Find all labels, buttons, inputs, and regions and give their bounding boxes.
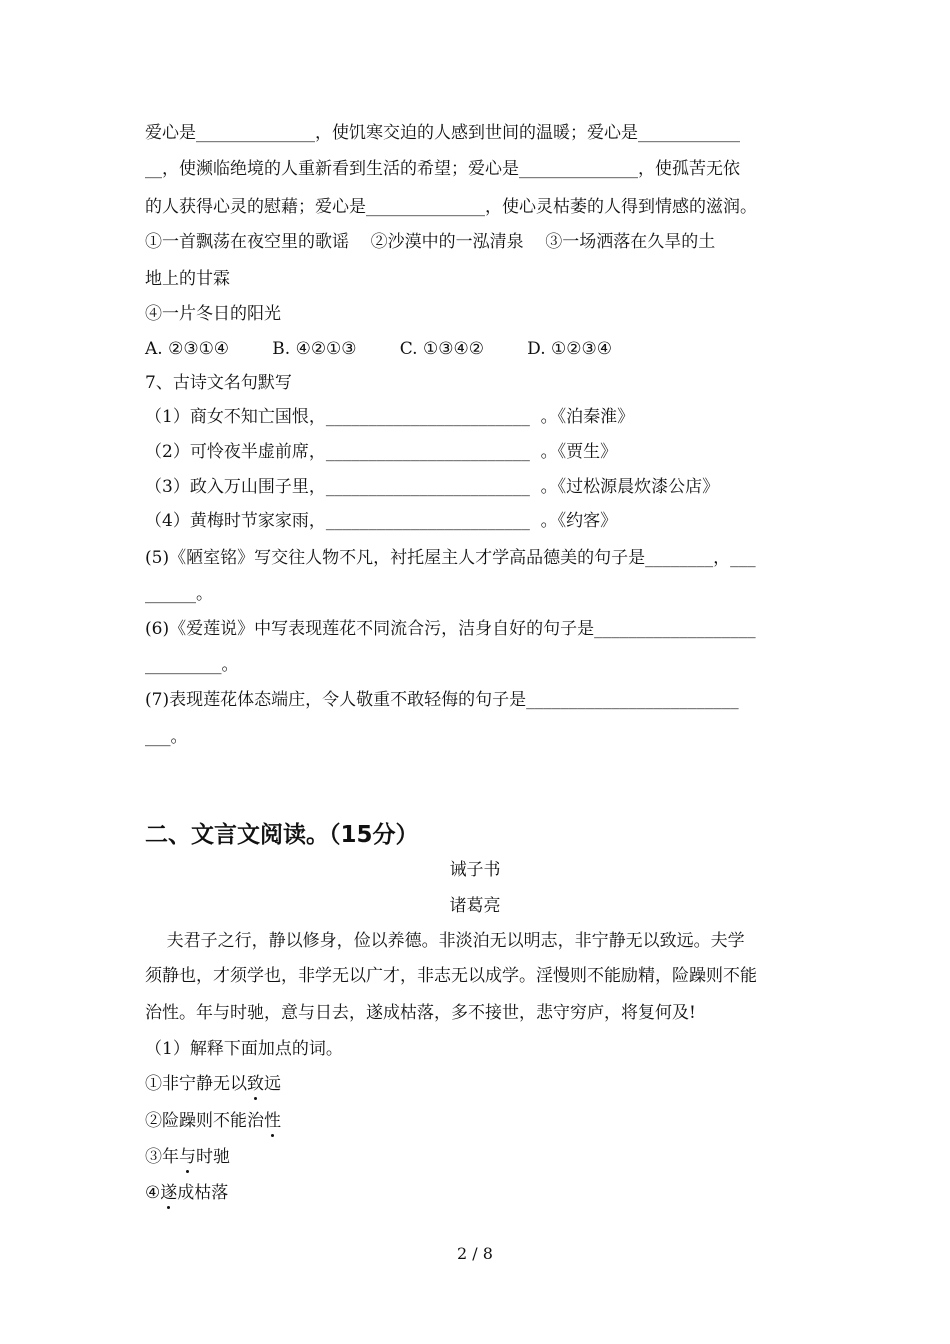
question-item: ___。 bbox=[145, 727, 188, 747]
passage-line: 须静也，才须学也，非学无以广才，非志无以成学。淫慢则不能励精，险躁则不能 bbox=[145, 966, 757, 986]
question-heading: 7、古诗文名句默写 bbox=[145, 373, 292, 393]
question-item: (5)《陋室铭》写交往人物不凡，衬托屋主人才学高品德美的句子是________，___ bbox=[145, 548, 756, 568]
question-item: (7)表现莲花体态端庄，令人敬重不敢轻侮的句子是_________________________ bbox=[145, 690, 739, 710]
dotted-word: 遂 bbox=[160, 1183, 178, 1203]
passage-line: 治性。年与时驰，意与日去，遂成枯落，多不接世，悲守穷庐，将复何及! bbox=[145, 1003, 696, 1023]
text-line: ①一首飘荡在夜空里的歌谣 ②沙漠中的一泓清泉 ③一场洒落在久旱的土 bbox=[145, 232, 716, 252]
text-line: __，使濒临绝境的人重新看到生活的希望；爱心是______________，使孤苦无依 bbox=[145, 159, 740, 179]
word-item-suffix: 成枯落 bbox=[177, 1183, 229, 1203]
word-item bbox=[145, 1146, 230, 1168]
word-item bbox=[145, 1110, 281, 1132]
question-item: _________。 bbox=[145, 655, 239, 675]
question-item: （2）可怜夜半虚前席，________________________ 。《贾生》 bbox=[145, 442, 618, 462]
word-item-suffix: 远 bbox=[264, 1074, 281, 1094]
dotted-word: 与 bbox=[179, 1147, 196, 1167]
question-item: （1）商女不知亡国恨，________________________ 。《泊秦淮》 bbox=[145, 407, 635, 427]
word-item-prefix: ③年 bbox=[145, 1147, 179, 1167]
poem-author: 诸葛亮 bbox=[449, 896, 501, 916]
dotted-word: 性 bbox=[264, 1111, 281, 1131]
word-item bbox=[145, 1182, 228, 1204]
poem-title: 诫子书 bbox=[449, 860, 501, 880]
word-item bbox=[145, 1073, 281, 1095]
text-line: 地上的甘霖 bbox=[145, 269, 230, 289]
question-heading: （1）解释下面加点的词。 bbox=[145, 1039, 343, 1059]
dotted-word: 致 bbox=[247, 1074, 264, 1094]
question-item: （4）黄梅时节家家雨，________________________ 。《约客》 bbox=[145, 511, 618, 531]
question-item: （3）政入万山围子里，________________________ 。《过松源晨炊漆公店》 bbox=[145, 477, 720, 497]
text-line: 的人获得心灵的慰藉；爱心是______________，使心灵枯萎的人得到情感的滋润。 bbox=[145, 197, 757, 217]
word-item-prefix: ①非宁静无以 bbox=[145, 1074, 247, 1094]
section-title: 二、文言文阅读。（15分） bbox=[145, 822, 419, 848]
question-item: ______。 bbox=[145, 584, 213, 604]
text-line: 爱心是______________，使饥寒交迫的人感到世间的温暖；爱心是____________ bbox=[145, 123, 740, 143]
passage-line: 夫君子之行，静以修身，俭以养德。非淡泊无以明志，非宁静无以致远。夫学 bbox=[145, 931, 745, 951]
answer-options: A. ②③①④ B. ④②①③ C. ①③④② D. ①②③④ bbox=[145, 339, 612, 359]
page-number: 2 / 8 bbox=[457, 1244, 493, 1263]
word-item-suffix: 时驰 bbox=[196, 1147, 230, 1167]
question-item: (6)《爱莲说》中写表现莲花不同流合污，洁身自好的句子是___________________ bbox=[145, 619, 756, 639]
word-item-prefix: ④ bbox=[145, 1183, 161, 1203]
word-item-prefix: ②险躁则不能治 bbox=[145, 1111, 264, 1131]
text-line: ④一片冬日的阳光 bbox=[145, 304, 281, 324]
